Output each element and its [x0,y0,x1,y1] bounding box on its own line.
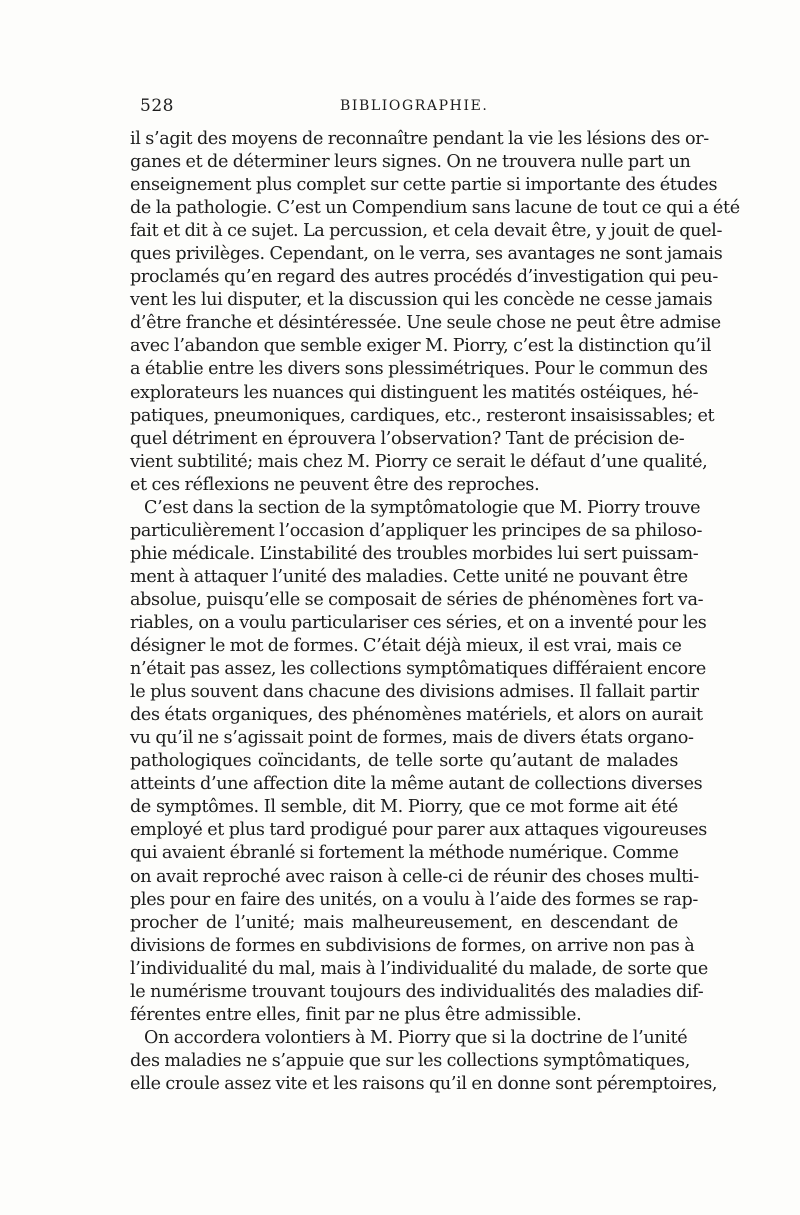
text-line: n’était pas assez, les collections symptômatiques différaient encore [130,659,706,680]
body-text [130,128,740,1096]
text-line: quel détriment en éprouvera l’observation? Tant de précision de- [130,428,685,449]
text-line: a établie entre les divers sons plessimétriques. Pour le commun des [130,359,708,380]
text-line: qui avaient ébranlé si fortement la méthode numérique. Comme [130,843,679,864]
text-line: ples pour en faire des unités, on a voulu à l’aide des formes se rap- [130,889,698,910]
text-line: ganes et de déterminer leurs signes. On ne trouvera nulle part un [130,152,691,173]
text-line: phie médicale. L’instabilité des troubles morbides lui sert puissam- [130,543,699,564]
paragraph-start-line: On accordera volontiers à M. Piorry que si la doctrine de l’unité [144,1027,688,1048]
text-line: explorateurs les nuances qui distinguent les matités ostéiques, hé- [130,382,699,403]
text-line: absolue, puisqu’elle se composait de séries de phénomènes fort va- [130,589,704,610]
text-line: pathologiques coïncidants, de telle sorte qu’autant de malades [130,751,678,772]
paragraph-end-line: férentes entre elles, finit par ne plus être admissible. [130,1004,582,1025]
text-line: patiques, pneumoniques, cardiques, etc., resteront insaisissables; et [130,405,715,426]
text-line: des maladies ne s’appuie que sur les collections symptômatiques, [130,1050,690,1071]
text-line: l’individualité du mal, mais à l’individualité du malade, de sorte que [130,958,708,979]
text-line: employé et plus tard prodigué pour parer aux attaques vigoureuses [130,820,707,841]
text-line: le numérisme trouvant toujours des individualités des maladies dif- [130,981,704,1002]
text-line: le plus souvent dans chacune des divisions admises. Il fallait partir [130,682,699,703]
text-line: particulièrement l’occasion d’appliquer les principes de sa philoso- [130,520,703,541]
text-line: désigner le mot de formes. C’était déjà mieux, il est vrai, mais ce [130,636,682,657]
text-line: proclamés qu’en regard des autres procédés d’investigation qui peu- [130,267,718,288]
text-line: vent les lui disputer, et la discussion qui les concède ne cesse jamais [130,290,713,311]
text-line: fait et dit à ce sujet. La percussion, et cela devait être, y jouit de quel- [130,221,723,242]
text-line: ques privilèges. Cependant, on le verra, ses avantages ne sont jamais [130,244,723,265]
text-line: d’être franche et désintéressée. Une seule chose ne peut être admise [130,313,721,334]
text-line: de la pathologie. C’est un Compendium sans lacune de tout ce qui a été [130,198,740,219]
paragraph-end-line: et ces réflexions ne peuvent être des reproches. [130,474,540,495]
text-line: des états organiques, des phénomènes matériels, et alors on aurait [130,705,703,726]
text-line: riables, on a voulu particulariser ces séries, et on a inventé pour les [130,612,707,633]
text-line: procher de l’unité; mais malheureusement, en descendant de [130,912,678,933]
text-line: divisions de formes en subdivisions de formes, on arrive non pas à [130,935,695,956]
running-title: BIBLIOGRAPHIE. [340,98,489,114]
text-line: de symptômes. Il semble, dit M. Piorry, que ce mot forme ait été [130,797,678,818]
text-line: elle croule assez vite et les raisons qu’il en donne sont péremptoires, [130,1073,718,1094]
text-line: atteints d’une affection dite la même autant de collections diverses [130,774,703,795]
text-line: on avait reproché avec raison à celle-ci de réunir des choses multi- [130,866,699,887]
text-line: avec l’abandon que semble exiger M. Piorry, c’est la distinction qu’il [130,336,712,357]
paragraph-start-line: C’est dans la section de la symptômatologie que M. Piorry trouve [144,497,701,518]
text-line: vient subtilité; mais chez M. Piorry ce serait le défaut d’une qualité, [130,451,708,472]
text-line: il s’agit des moyens de reconnaître pendant la vie les lésions des or- [130,129,709,149]
text-line: enseignement plus complet sur cette partie si importante des études [130,175,718,196]
text-line: ment à attaquer l’unité des maladies. Cette unité ne pouvant être [130,566,688,587]
page-header [140,96,678,120]
text-line: vu qu’il ne s’agissait point de formes, mais de divers états organo- [130,728,694,749]
page-number: 528 [140,96,174,116]
